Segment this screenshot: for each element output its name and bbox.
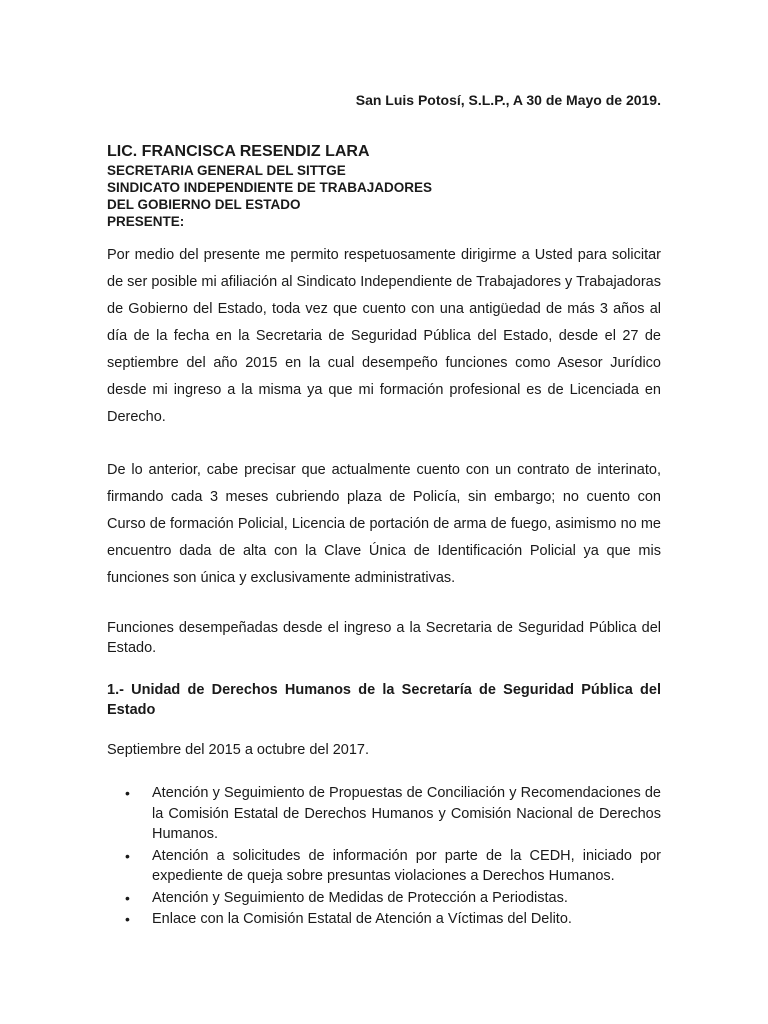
list-item-text: Atención y Seguimiento de Medidas de Protección a Periodistas. bbox=[152, 889, 568, 906]
addressee-organization: SINDICATO INDEPENDIENTE DE TRABAJADORES bbox=[107, 180, 433, 195]
body-paragraph-functions-intro: Funciones desempeñadas desde el ingreso a la Secretaria de Seguridad Pública del Estado. bbox=[107, 620, 661, 656]
body-paragraph-request: Por medio del presente me permito respetuosamente dirigirme a Usted para solicitar de ser posible mi afiliación al Sindicato Independiente de Trabajadores y Trabajadoras de Gobierno del Estado, toda vez que cuento con una antigüedad de más 3 años al día de la fecha en la Secretaria de Seguridad Pública del Estado, desde el 27 de septiembre del año 2015 en la cual desempeño funciones como Asesor Jurídico desde mi ingreso a la misma ya que mi formación profesional es de Licenciada en Derecho. bbox=[107, 247, 661, 425]
list-item bbox=[107, 909, 661, 930]
period-line: Septiembre del 2015 a octubre del 2017. bbox=[107, 742, 369, 758]
functions-list bbox=[107, 783, 661, 931]
bullet-icon: • bbox=[125, 847, 130, 864]
addressee-title: SECRETARIA GENERAL DEL SITTGE bbox=[107, 163, 346, 178]
body-paragraph-contract: De lo anterior, cabe precisar que actualmente cuento con un contrato de interinato, firmando cada 3 meses cubriendo plaza de Policía, sin embargo; no cuento con Curso de formación Policial, Licencia de portación de arma de fuego, asimismo no me encuentro dada de alta con la Clave Única de Identificación Policial ya que mis funciones son única y exclusivamente administrativas. bbox=[107, 462, 661, 586]
list-item bbox=[107, 888, 661, 909]
list-item-text: Atención a solicitudes de información por parte de la CEDH, iniciado por expediente de queja sobre presuntas violaciones a Derechos Humanos. bbox=[152, 847, 661, 884]
list-item bbox=[107, 783, 661, 845]
bullet-icon: • bbox=[125, 911, 130, 927]
addressee-organization-cont: DEL GOBIERNO DEL ESTADO bbox=[107, 197, 301, 212]
date-line: San Luis Potosí, S.L.P., A 30 de Mayo de 2019. bbox=[355, 92, 661, 108]
addressee-block bbox=[107, 142, 661, 230]
bullet-icon: • bbox=[125, 785, 130, 801]
section-heading: 1.- Unidad de Derechos Humanos de la Secretaría de Seguridad Pública del Estado bbox=[107, 682, 661, 718]
salutation: PRESENTE: bbox=[107, 214, 185, 229]
list-item bbox=[107, 846, 661, 887]
bullet-icon: • bbox=[125, 889, 130, 906]
list-item-text: Enlace con la Comisión Estatal de Atención a Víctimas del Delito. bbox=[152, 911, 572, 927]
addressee-name: LIC. FRANCISCA RESENDIZ LARA bbox=[107, 143, 370, 160]
list-item-text: Atención y Seguimiento de Propuestas de Conciliación y Recomendaciones de la Comisión Estatal de Derechos Humanos y Comisión Nacional de Derechos Humanos. bbox=[152, 785, 661, 842]
